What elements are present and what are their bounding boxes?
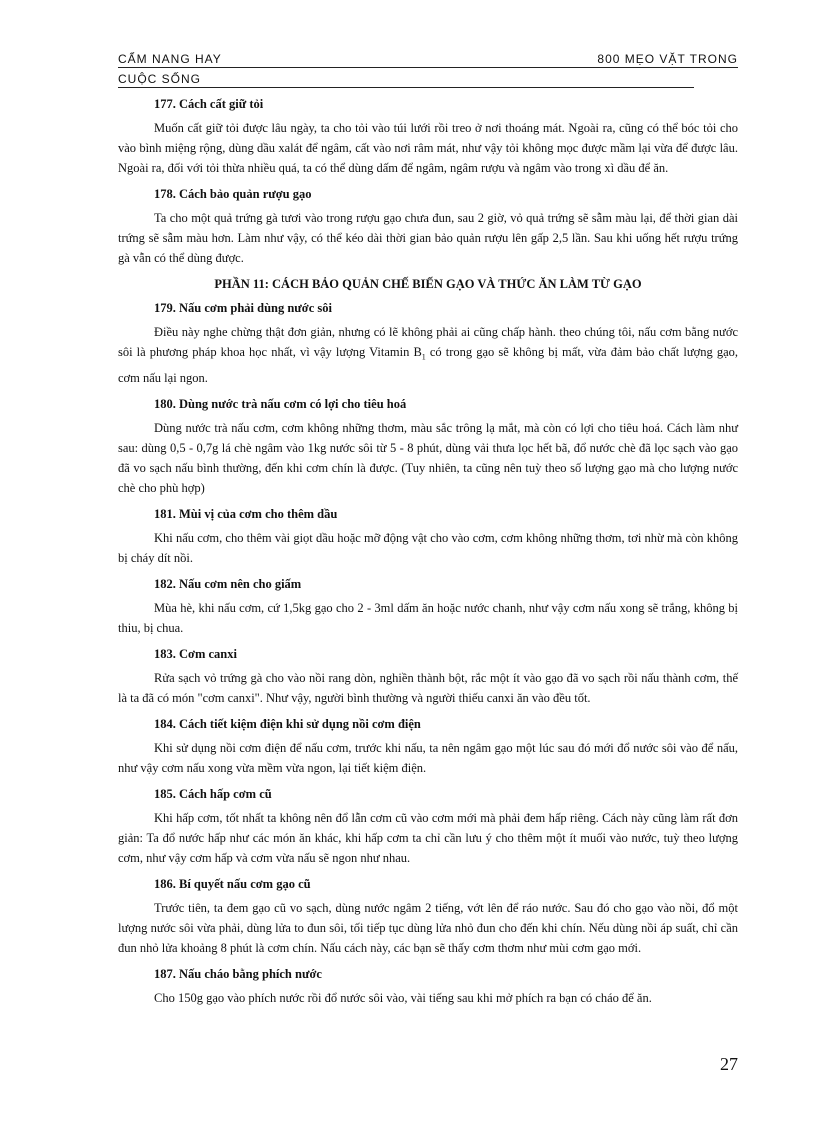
header-rule-top [118,67,738,68]
header-right-title: 800 MẸO VẶT TRONG [597,52,738,66]
section-text: Khi sử dụng nồi cơm điện để nấu cơm, trước khi nấu, ta nên ngâm gạo một lúc sau đó mới đổ nước sôi vào để nấu, như vậy cơm nấu xong vừa mềm vừa ngon, lại tiết kiệm điện. [118,740,738,775]
section-text: Cho 150g gạo vào phích nước rồi đổ nước sôi vào, vài tiếng sau khi mở phích ra bạn có cháo để ăn. [154,990,652,1005]
section-182 [118,574,738,638]
section-text: Dùng nước trà nấu cơm, cơm không những thơm, màu sắc trông lạ mắt, mà còn có lợi cho tiêu hoá. Cách làm như sau: dùng 0,5 - 0,7g lá chè ngâm vào 1kg nước sôi từ 5 - 8 phút, dùng vải thưa lọc hết bã, đổ nước chè đã lọc sạch vào gạo đã vo sạch nấu bình thường, đến khi cơm chín là được. (Tuy nhiên, ta cũng nên tuỳ theo số lượng gạo mà cho lượng nước chè cho phù hợp) [118,420,738,495]
section-text: Rửa sạch vỏ trứng gà cho vào nồi rang dòn, nghiền thành bột, rắc một ít vào gạo đã vo sạch rồi nấu thành cơm, thế là ta đã có món "cơm canxi". Như vậy, người bình thường và người thiếu canxi ăn vào đều tốt. [118,670,738,705]
header-subtitle: CUỘC SỐNG [118,72,202,86]
header-rule-bottom [118,87,694,88]
vitamin-subscript: 1 [421,352,426,362]
section-heading: 177. Cách cất giữ tỏi [154,97,264,111]
section-179 [118,298,738,388]
section-heading: 186. Bí quyết nấu cơm gạo cũ [154,876,311,891]
section-184 [118,714,738,778]
page-content [118,94,738,1014]
section-183 [118,644,738,708]
section-178 [118,184,738,268]
section-text: Trước tiên, ta đem gạo cũ vo sạch, dùng nước ngâm 2 tiếng, vớt lên để ráo nước. Sau đó cho gạo vào nồi, đổ một lượng nước sôi vừa phải, dùng lửa to đun sôi, tối tiếp tục dùng lửa nhỏ đun cho đến khi chín. Nếu dùng nồi áp suất, chỉ cần đun nhỏ lửa khoảng 8 phút là cơm chín. Nấu cách này, các bạn sẽ thấy cơm thơm như mùi cơm gạo mới. [118,900,738,955]
section-181 [118,504,738,568]
section-177 [118,94,738,178]
section-186 [118,874,738,958]
section-heading: 179. Nấu cơm phải dùng nước sôi [154,301,332,315]
section-heading: 183. Cơm canxi [154,646,237,661]
header-left-title: CẨM NANG HAY [118,52,222,66]
page-header [118,52,738,88]
section-text [118,322,738,388]
section-text-part: có trong gạo sẽ không bị mất, vừa đảm bảo chất lượng gạo, cơm nấu lại ngon. [118,345,738,385]
section-heading: 178. Cách bảo quản rượu gạo [154,187,312,201]
section-heading: 184. Cách tiết kiệm điện khi sử dụng nồi cơm điện [154,716,421,731]
section-heading: 181. Mùi vị của cơm cho thêm dầu [154,506,338,521]
section-180 [118,394,738,498]
section-185 [118,784,738,868]
section-heading: 187. Nấu cháo bằng phích nước [154,966,322,981]
section-text-part: Điều này nghe chừng thật đơn giản, nhưng có lẽ không phải ai cũng chấp hành. theo chúng tôi, nấu cơm bằng nước sôi là phương pháp khoa học nhất, vì vậy lượng Vitamin B [118,325,738,359]
section-187 [118,964,738,1008]
section-text: Khi hấp cơm, tốt nhất ta không nên đổ lẫn cơm cũ vào cơm mới mà phải đem hấp riêng. Cách này cũng làm rất đơn giản: Ta đổ nước hấp như các món ăn khác, khi hấp cơm ta chỉ cần lưu ý cho thêm một ít muối vào nước, tuỳ theo lượng cơm, như vậy cơm hấp và cơm vừa nấu sẽ ngon như nhau. [118,810,738,865]
section-heading: 182. Nấu cơm nên cho giấm [154,576,302,591]
part-title: PHẦN 11: CÁCH BẢO QUẢN CHẾ BIẾN GẠO VÀ THỨC ĂN LÀM TỪ GẠO [214,277,642,291]
section-text: Khi nấu cơm, cho thêm vài giọt dầu hoặc mỡ động vật cho vào cơm, cơm không những thơm, tơi nhừ mà còn không bị cháy dít nồi. [118,530,738,565]
section-heading: 185. Cách hấp cơm cũ [154,786,272,801]
section-text: Ta cho một quả trứng gà tươi vào trong rượu gạo chưa đun, sau 2 giờ, vỏ quả trứng sẽ sẫm màu lại, để thời gian dài trứng sẽ sẫm màu hơn. Làm như vậy, có thể kéo dài thời gian bảo quản rượu lên gấp 2,5 lần. Sau khi uống hết rượu trứng gà vẫn có thể dùng được. [118,211,738,265]
page-number: 27 [720,1054,738,1074]
section-text: Mùa hè, khi nấu cơm, cứ 1,5kg gạo cho 2 - 3ml dấm ăn hoặc nước chanh, như vậy cơm nấu xong sẽ trắng, không bị thiu, bị chua. [118,600,738,635]
section-text: Muốn cất giữ tỏi được lâu ngày, ta cho tỏi vào túi lưới rồi treo ở nơi thoáng mát. Ngoài ra, cũng có thể bóc tỏi cho vào bình miệng rộng, dùng dầu xalát để ngâm, cất vào nơi râm mát, như vậy tỏi không mọc được mầm lại vừa để được lâu. Ngoài ra, đối với tỏi thừa nhiều quá, ta có thể dùng dấm để ngâm, ngâm rượu và ngâm vào trong xì dầu để ăn. [118,121,738,175]
section-heading: 180. Dùng nước trà nấu cơm có lợi cho tiêu hoá [154,396,407,411]
